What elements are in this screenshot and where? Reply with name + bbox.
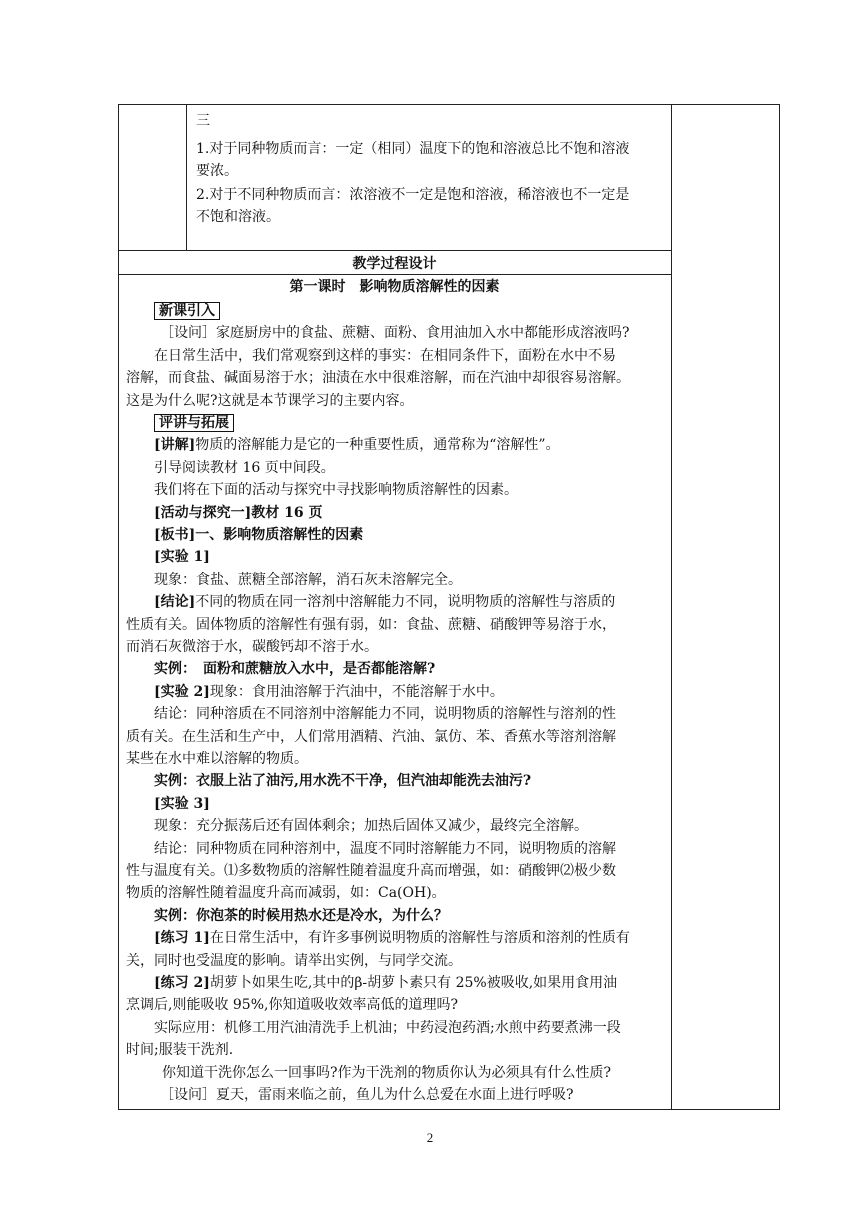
body-line: 性质有关。固体物质的溶解性有强有弱，如：食盐、蔗糖、硝酸钾等易溶于水，	[126, 616, 616, 633]
lesson-title: 第一课时 影响物质溶解性的因素	[289, 279, 500, 295]
line-text: 现象：食用油溶解于汽油中，不能溶解于水中。	[209, 683, 504, 700]
body-line: 性与温度有关。⑴多数物质的溶解性随着温度升高而增强，如：硝酸钾⑵极少数	[126, 863, 616, 879]
column-divider-right	[671, 104, 672, 1110]
body-line	[118, 681, 671, 703]
top-section-heading: 三	[196, 113, 210, 129]
bold-label: [实验 2]	[154, 683, 210, 700]
top-item2-line2: 不饱和溶液。	[196, 209, 280, 225]
body-line: 某些在水中难以溶解的物质。	[126, 751, 308, 767]
top-item2-line1: 2.对于不同种物质而言：浓溶液不一定是饱和溶液，稀溶液也不一定是	[196, 187, 630, 203]
top-item1-line1: 1.对于同种物质而言：一定（相同）温度下的饱和溶液总比不饱和溶液	[196, 141, 630, 157]
body-line	[118, 300, 671, 322]
bold-label: [讲解]	[154, 437, 196, 454]
row-divider-top	[118, 250, 671, 251]
body-line	[118, 591, 671, 613]
body-line: 在日常生活中，我们常观察到这样的事实：在相同条件下，面粉在水中不易	[154, 347, 616, 364]
line-text: 不同的物质在同一溶剂中溶解能力不同，说明物质的溶解性与溶质的	[195, 594, 616, 611]
body-line	[118, 434, 671, 456]
body-line: 实例：你泡茶的时候用热水还是冷水，为什么？	[154, 907, 448, 924]
body-line: 时间;服装干洗剂.	[126, 1042, 234, 1059]
body-line: 结论：同种溶质在不同溶剂中溶解能力不同，说明物质的溶解性与溶剂的性	[154, 706, 616, 723]
body-line: 引导阅读教材 16 页中间段。	[154, 459, 335, 476]
body-line: 关，同时也受温度的影响。请举出实例，与同学交流。	[126, 952, 462, 969]
body-line: 实际应用：机修工用汽油清洗手上机油；中药浸泡药酒;水煎中药要煮沸一段	[154, 1019, 621, 1036]
body-line: 我们将在下面的活动与探究中寻找影响物质溶解性的因素。	[154, 482, 518, 499]
body-line: ［设问］夏天，雷雨来临之前，鱼儿为什么总爱在水面上进行呼吸?	[160, 1087, 574, 1103]
section-label: 新课引入	[154, 302, 220, 320]
line-text: 在日常生活中，有许多事例说明物质的溶解性与溶质和溶剂的性质有	[209, 930, 630, 947]
page-number: 2	[426, 1130, 434, 1145]
body-line: 质有关。在生活和生产中，人们常用酒精、汽油、氯仿、苯、香蕉水等溶剂溶解	[126, 728, 616, 745]
body-line: 溶解，而食盐、碱面易溶于水；油渍在水中很难溶解，而在汽油中却很容易溶解。	[126, 370, 630, 387]
body-line: ［设问］家庭厨房中的食盐、蔗糖、面粉、食用油加入水中都能形成溶液吗?	[160, 325, 630, 342]
body-line: 物质的溶解性随着温度升高而减弱，如：Ca(OH)。	[126, 885, 446, 902]
top-item1-line2: 要浓。	[196, 163, 238, 179]
section-label: 评讲与拓展	[154, 414, 234, 432]
line-text: 胡萝卜如果生吃,其中的β-胡萝卜素只有 25%被吸收,如果用食用油	[209, 975, 618, 991]
body-line: 而消石灰微溶于水，碳酸钙却不溶于水。	[126, 639, 378, 655]
body-line: [活动与探究一]教材 16 页	[154, 504, 323, 521]
column-divider-left	[186, 104, 187, 250]
body-line: 现象：食盐、蔗糖全部溶解，消石灰未溶解完全。	[154, 571, 462, 588]
body-line: [实验 1]	[154, 549, 210, 566]
bold-label: [练习 2]	[154, 975, 210, 991]
body-line: 你知道干洗你怎么一回事吗?作为干洗剂的物质你认为必须具有什么性质?	[162, 1064, 612, 1081]
body-line: 实例：衣服上沾了油污,用水洗不干净，但汽油却能洗去油污?	[154, 773, 532, 790]
body-line	[118, 972, 671, 994]
body-line: [板书]一、影响物质溶解性的因素	[154, 527, 364, 543]
body-line: 实例： 面粉和蔗糖放入水中，是否都能溶解?	[154, 661, 436, 678]
body-line: 结论：同种物质在同种溶剂中，温度不同时溶解能力不同，说明物质的溶解	[154, 840, 616, 857]
body-line: 烹调后,则能吸收 95%,你知道吸收效率高低的道理吗?	[126, 997, 458, 1014]
section-title: 教学过程设计	[352, 256, 437, 272]
body-line	[118, 927, 671, 949]
body-line: [实验 3]	[154, 795, 210, 812]
body-line: 现象：充分振荡后还有固体剩余；加热后固体又减少，最终完全溶解。	[154, 818, 588, 835]
bold-label: [练习 1]	[154, 930, 210, 947]
body-line	[118, 412, 671, 434]
body-line: 这是为什么呢?这就是本节课学习的主要内容。	[126, 392, 414, 409]
bold-label: [结论]	[154, 594, 196, 611]
line-text: 物质的溶解能力是它的一种重要性质，通常称为“溶解性”。	[195, 437, 560, 454]
